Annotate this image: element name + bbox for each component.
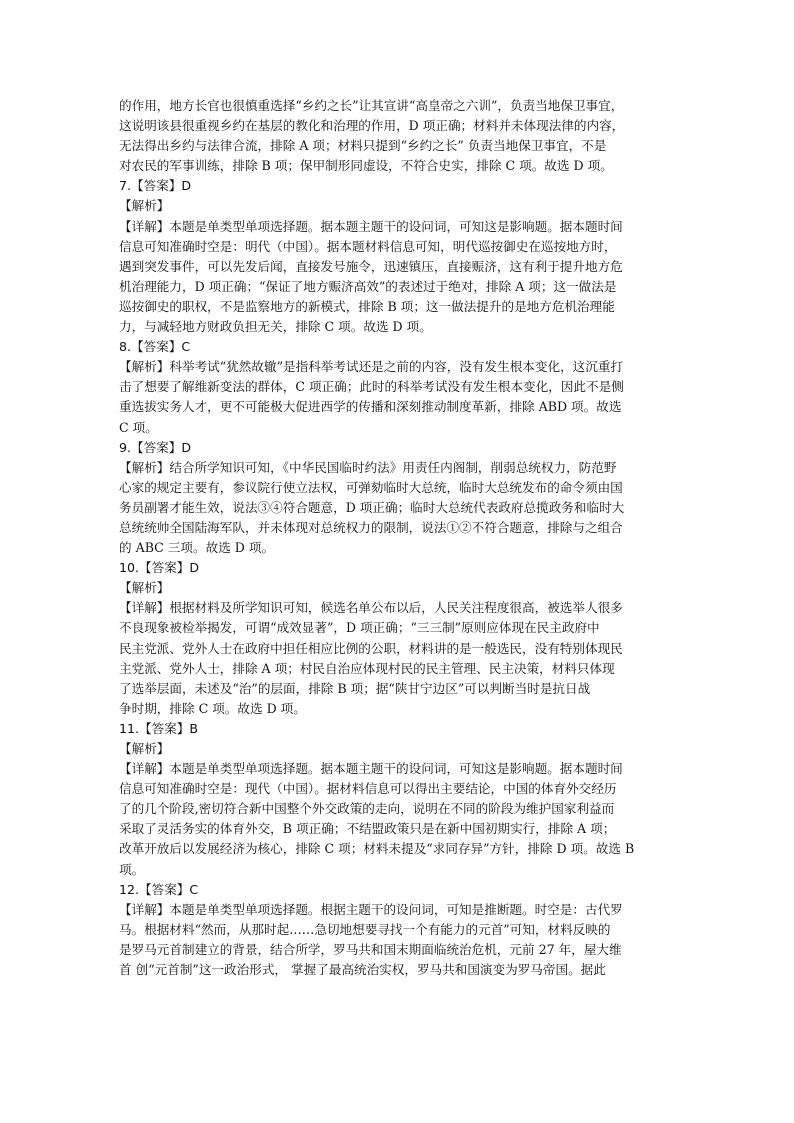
text-line: 改革开放后以发展经济为核心，排除 C 项；材料未提及“求同存异”方针，排除 D 项。故选 B — [119, 841, 635, 857]
text-line: 【详解】根据材料及所学知识可知，候选名单公布以后，人民关注程度很高，被选举人很多 — [119, 600, 623, 616]
text-line: 击了想要了解维新变法的群体，C 项正确；此时的科举考试没有发生根本变化，因此不是侧 — [119, 379, 624, 395]
answer-heading-10: 10.【答案】D — [119, 560, 200, 576]
text-line: 机治理能力，D 项正确；“保证了地方赈济高效”的表述过于绝对，排除 A 项；这一做法是 — [119, 278, 617, 294]
answer-heading-8: 8.【答案】C — [119, 339, 191, 355]
text-line: 是罗马元首制建立的背景，结合所学，罗马共和国末期面临统治危机，元前 27 年，屋大维 — [119, 941, 622, 957]
text-line: 的 ABC 三项。故选 D 项。 — [119, 540, 275, 556]
text-line: 【详解】本题是单类型单项选择题。据本题主题干的设问词，可知这是影响题。据本题时间 — [119, 761, 623, 777]
text-line: 信息可知准确时空是：现代（中国）。据材料信息可以得出主要结论，中国的体育外交经历 — [119, 781, 617, 797]
text-line: 了选举层面，未述及“治”的层面，排除 B 项；据“陕甘宁边区”可以判断当时是抗日战 — [119, 680, 591, 696]
text-line: 【详解】本题是单类型单项选择题。据本题主题干的设问词，可知这是影响题。据本题时间 — [119, 218, 623, 234]
text-line: 信息可知准确时空是：明代（中国）。据本题材料信息可知，明代巡按御史在巡按地方时， — [119, 238, 617, 254]
text-line: 采取了灵活务实的体育外交，B 项正确；不结盟政策只是在新中国初期实行，排除 A 项； — [119, 821, 616, 837]
text-line: 【解析】结合所学知识可知，《中华民国临时约法》用责任内阁制，削弱总统权力，防范野 — [119, 459, 617, 475]
analysis-label: 【解析】 — [119, 198, 170, 214]
answer-heading-9: 9.【答案】D — [119, 439, 192, 455]
answer-heading-7: 7.【答案】D — [119, 178, 192, 194]
document-body — [119, 96, 689, 980]
text-line: 无法得出乡约与法律合流，排除 A 项；材料只提到“乡约之长” 负责当地保卫事宜，不是 — [119, 138, 607, 154]
text-line: 主党派、党外人士，排除 A 项；村民自治应体现村民的民主管理、民主决策，材料只体现 — [119, 660, 615, 676]
text-line: 力，与减轻地方财政负担无关，排除 C 项。故选 D 项。 — [119, 319, 432, 335]
text-line: C 项。 — [119, 419, 158, 435]
text-line: 不良现象被检举揭发，可谓“成效显著”，D 项正确；“三三制”原则应体现在民主政府中 — [119, 620, 600, 636]
text-line: 这说明该县很重视乡约在基层的教化和治理的作用，D 项正确；材料并未体现法律的内容， — [119, 118, 625, 134]
analysis-label: 【解析】 — [119, 741, 170, 756]
text-line: 重选拔实务人才，更不可能极大促进西学的传播和深刻推动制度革新，排除 ABD 项。故选 — [119, 399, 622, 415]
text-line: 对农民的军事训练，排除 B 项；保甲制形同虚设，不符合史实，排除 C 项。故选 D 项。 — [119, 158, 613, 174]
text-line: 务员副署才能生效，说法③④符合题意，D 项正确；临时大总统代表政府总揽政务和临时大 — [119, 499, 625, 515]
text-line: 【解析】科举考试“犹然故辙”是指科举考试还是之前的内容，没有发生根本变化，这沉重打 — [119, 359, 624, 375]
text-line: 的作用，地方长官也很慎重选择“乡约之长”让其宣讲“高皇帝之六训”，负责当地保卫事宜， — [119, 98, 624, 113]
text-line: 遇到突发事件，可以先发后闻，直接发号施令，迅速镇压，直接赈济，这有利于提升地方危 — [119, 258, 623, 274]
text-line: 心家的规定主要有，参议院行使立法权，可弹劾临时大总统，临时大总统发布的命令须由国 — [119, 479, 623, 495]
text-line: 争时期，排除 C 项。故选 D 项。 — [119, 700, 306, 716]
text-line: 了的几个阶段,密切符合新中国整个外交政策的走向，说明在不同的阶段为维护国家利益而 — [119, 801, 615, 817]
text-line: 总统统帅全国陆海军队，并未体现对总统权力的限制，说法①②不符合题意，排除与之组合 — [119, 519, 623, 535]
text-line: 马。根据材料“然而，从那时起……急切地想要寻找一个有能力的元首”可知，材料反映的 — [119, 921, 611, 937]
text-line: 【详解】本题是单类型单项选择题。根据主题干的设问词，可知是推断题。时空是：古代罗 — [119, 901, 623, 917]
text-line: 首 创“元首制”这一政治形式， 掌握了最高统治实权，罗马共和国演变为罗马帝国。据此 — [119, 962, 606, 978]
text-line: 项。 — [119, 861, 145, 877]
answer-heading-11: 11.【答案】B — [119, 720, 199, 736]
analysis-label: 【解析】 — [119, 580, 170, 596]
text-line: 民主党派、党外人士在政府中担任相应比例的公职，材料讲的是一般选民，没有特别体现民 — [119, 640, 623, 656]
text-line: 巡按御史的职权，不是监察地方的新模式，排除 B 项；这一做法提升的是地方危机治理能 — [119, 298, 615, 314]
answer-heading-12: 12.【答案】C — [119, 881, 199, 897]
